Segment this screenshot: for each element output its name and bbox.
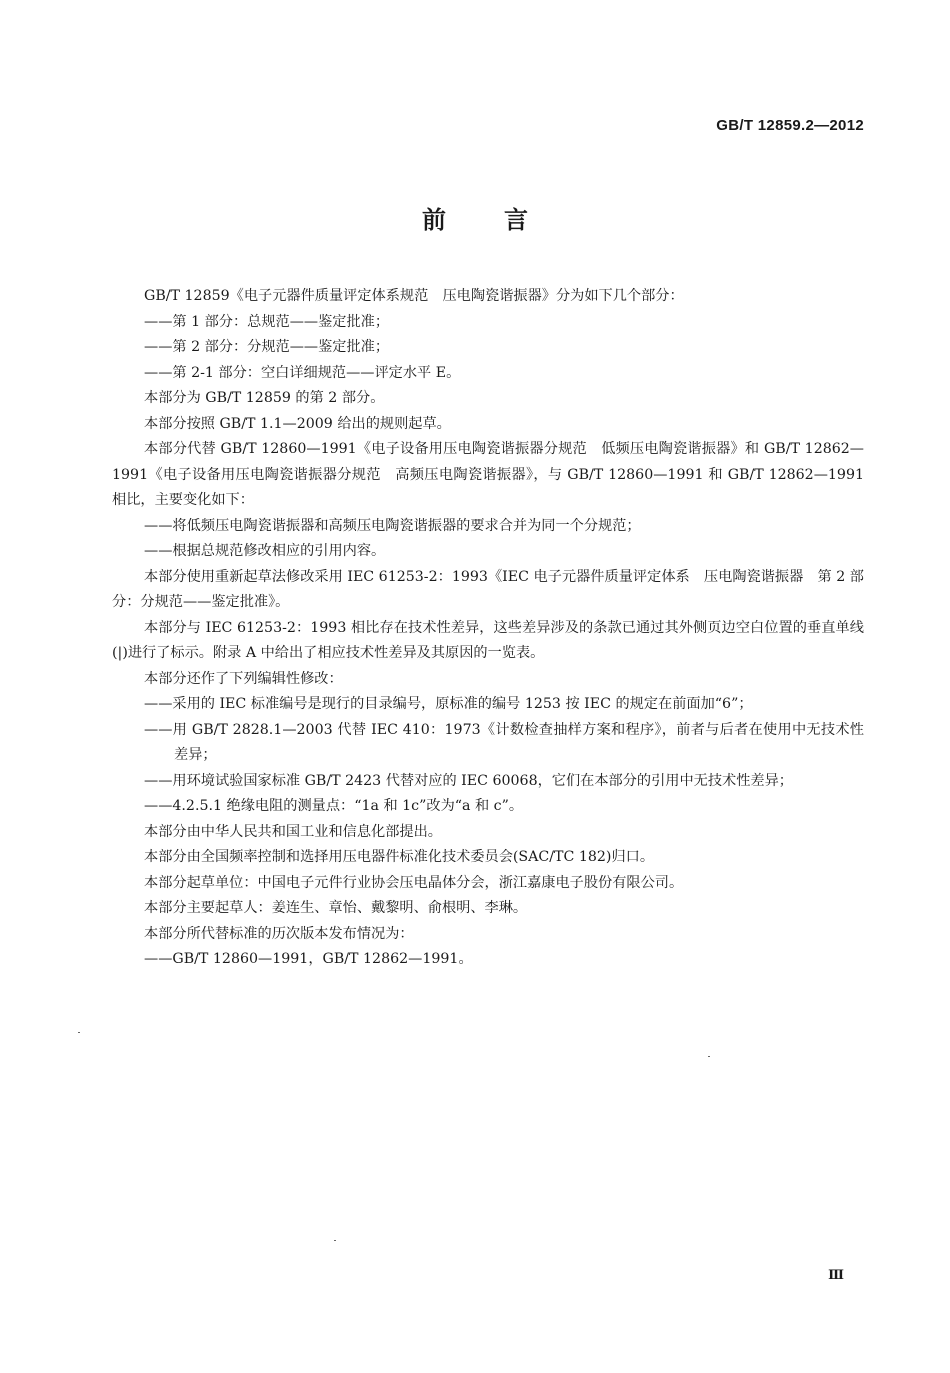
scan-speck bbox=[334, 1240, 336, 1241]
list-item-editorial-numbering: ——采用的 IEC 标准编号是现行的目录编号，原标准的编号 1253 按 IEC 的规定在前面加“6”； bbox=[144, 696, 753, 712]
paragraph-replaces: 本部分代替 GB/T 12860—1991《电子设备用压电陶瓷谐振器分规范 低频压电陶瓷谐振器》和 GB/T 12862—1991《电子设备用压电陶瓷谐振器分规范 高频压电陶瓷谐振器》，与 GB/T 12860—1991 和 GB/T 12862—1991 相比，主要变化如下： bbox=[112, 441, 864, 508]
list-item-change-references: ——根据总规范修改相应的引用内容。 bbox=[144, 543, 386, 559]
paragraph-proposed-by: 本部分由中华人民共和国工业和信息化部提出。 bbox=[144, 823, 442, 840]
paragraph-this-part: 本部分为 GB/T 12859 的第 2 部分。 bbox=[144, 390, 385, 406]
list-item-part-2-1: ——第 2-1 部分：空白详细规范——评定水平 E。 bbox=[144, 364, 461, 381]
list-item-history-versions: ——GB/T 12860—1991，GB/T 12862—1991。 bbox=[144, 951, 473, 967]
list-item-editorial-sampling: ——用 GB/T 2828.1—2003 代替 IEC 410：1973《计数检查抽样方案和程序》，前者与后者在使用中无技术性差异； bbox=[144, 721, 864, 763]
paragraph-editorial-intro: 本部分还作了下列编辑性修改： bbox=[144, 670, 343, 687]
paragraph-parts-intro: GB/T 12859《电子元器件质量评定体系规范 压电陶瓷谐振器》分为如下几个部分： bbox=[144, 288, 684, 304]
scan-speck bbox=[708, 1056, 710, 1057]
paragraph-drafting-units: 本部分起草单位：中国电子元件行业协会压电晶体分会，浙江嘉康电子股份有限公司。 bbox=[144, 874, 684, 891]
scan-speck bbox=[78, 1032, 80, 1033]
list-item-change-merge: ——将低频压电陶瓷谐振器和高频压电陶瓷谐振器的要求合并为同一个分规范； bbox=[144, 517, 641, 534]
page-number: Ⅲ bbox=[828, 1268, 844, 1283]
list-item-part-1: ——第 1 部分：总规范——鉴定批准； bbox=[144, 313, 390, 330]
paragraph-history-intro: 本部分所代替标准的历次版本发布情况为： bbox=[144, 925, 414, 942]
standard-code: GB/T 12859.2—2012 bbox=[716, 117, 864, 134]
list-item-part-2: ——第 2 部分：分规范——鉴定批准； bbox=[144, 339, 390, 355]
paragraph-drafters: 本部分主要起草人：姜连生、章怡、戴黎明、俞根明、李琳。 bbox=[144, 900, 528, 916]
paragraph-technical-differences: 本部分与 IEC 61253-2：1993 相比存在技术性差异，这些差异涉及的条款已通过其外侧页边空白位置的垂直单线(|)进行了标示。附录 A 中给出了相应技术性差异及其原因的一览表。 bbox=[112, 619, 864, 661]
page-title: 前言 bbox=[422, 206, 586, 234]
paragraph-drafting-rules: 本部分按照 GB/T 1.1—2009 给出的规则起草。 bbox=[144, 415, 451, 432]
paragraph-adoption: 本部分使用重新起草法修改采用 IEC 61253-2：1993《IEC 电子元器件质量评定体系 压电陶瓷谐振器 第 2 部分：分规范——鉴定批准》。 bbox=[112, 568, 864, 610]
list-item-editorial-insulation: ——4.2.5.1 绝缘电阻的测量点：“1a 和 1c”改为“a 和 c”。 bbox=[144, 798, 524, 814]
paragraph-centralized-by: 本部分由全国频率控制和选择用压电器件标准化技术委员会(SAC/TC 182)归口。 bbox=[144, 849, 655, 865]
list-item-editorial-environment: ——用环境试验国家标准 GB/T 2423 代替对应的 IEC 60068，它们在本部分的引用中无技术性差异； bbox=[144, 772, 793, 789]
foreword-body bbox=[112, 284, 864, 973]
